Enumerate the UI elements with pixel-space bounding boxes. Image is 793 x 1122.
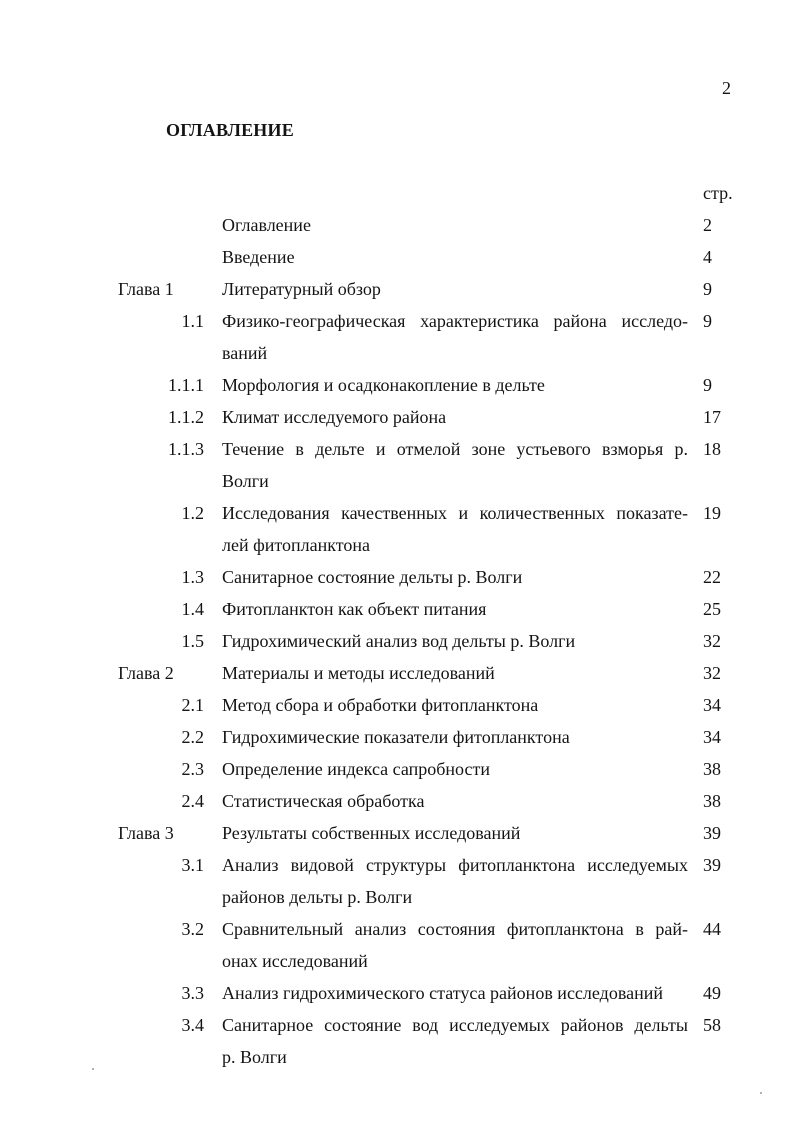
- toc-entry-title: [222, 913, 688, 977]
- toc-entry-title: [222, 657, 688, 689]
- toc-entry-title: [222, 497, 688, 561]
- toc-entry-number: 3.1: [181, 855, 204, 875]
- toc-entry-title: [222, 273, 688, 305]
- toc-entry-title: [222, 1009, 688, 1073]
- toc-entry-page: 38: [703, 759, 721, 779]
- toc-entry-page: 9: [703, 375, 712, 395]
- toc-entry-page: 17: [703, 407, 721, 427]
- toc-entry-title-line: Морфология и осадконакопление в дельте: [222, 375, 545, 395]
- toc-entry-title: [222, 689, 688, 721]
- toc-entry-title: [222, 593, 688, 625]
- toc-entry-page: 44: [703, 919, 721, 939]
- toc-entry-title-line: лей фитопланктона: [222, 535, 371, 555]
- toc-entry-number: 1.1.1: [168, 375, 204, 395]
- toc-entry-number: 1.2: [181, 503, 204, 523]
- toc-entry-title-line: Оглавление: [222, 215, 311, 235]
- toc-entry-page: 34: [703, 695, 721, 715]
- toc-entry-page: 2: [703, 215, 712, 235]
- toc-entry-page: 19: [703, 503, 721, 523]
- toc-entry-page: 9: [703, 279, 712, 299]
- toc-entry-number: Глава 3: [118, 823, 174, 843]
- toc-entry-page: 49: [703, 983, 721, 1003]
- toc-entry-number: 2.3: [181, 759, 204, 779]
- toc-entry-title-line: Анализ видовой структуры фитопланктона исследуемых: [222, 855, 688, 875]
- toc-entry-page: 25: [703, 599, 721, 619]
- toc-entry-title-line: Определение индекса сапробности: [222, 759, 490, 779]
- toc-entry-title: [222, 625, 688, 657]
- page-number: 2: [722, 78, 731, 98]
- toc-entry-title-line: р. Волги: [222, 1047, 287, 1067]
- toc-entry-number: 3.3: [181, 983, 204, 1003]
- toc-entry-title-line: Материалы и методы исследований: [222, 663, 495, 683]
- toc-entry-title: [222, 209, 688, 241]
- page-column-header: стр.: [703, 183, 733, 203]
- toc-entry-number: 1.3: [181, 567, 204, 587]
- toc-entry-title: [222, 305, 688, 369]
- toc-entry-title-line: Литературный обзор: [222, 279, 381, 299]
- toc-entry-number: 2.2: [181, 727, 204, 747]
- toc-entry-number: Глава 2: [118, 663, 174, 683]
- toc-entry-title-line: районов дельты р. Волги: [222, 887, 413, 907]
- toc-entry-title-line: ваний: [222, 343, 268, 363]
- toc-entry-number: 3.4: [181, 1015, 204, 1035]
- toc-entry-title-line: Гидрохимические показатели фитопланктона: [222, 727, 570, 747]
- page-title: ОГЛАВЛЕНИЕ: [166, 120, 294, 140]
- toc-entry-title-line: Введение: [222, 247, 295, 267]
- toc-entry-number: 1.1.2: [168, 407, 204, 427]
- toc-entry-title: [222, 785, 688, 817]
- toc-entry-title-line: Течение в дельте и отмелой зоне устьевого взморья р.: [222, 439, 688, 459]
- toc-entry-page: 32: [703, 663, 721, 683]
- toc-entry-title-line: Климат исследуемого района: [222, 407, 447, 427]
- toc-entry-title-line: Гидрохимический анализ вод дельты р. Волги: [222, 631, 576, 651]
- toc-entry-title-line: Фитопланктон как объект питания: [222, 599, 487, 619]
- toc-entry-page: 4: [703, 247, 712, 267]
- toc-entry-title-line: Анализ гидрохимического статуса районов исследований: [222, 983, 663, 1003]
- toc-entry-page: 18: [703, 439, 721, 459]
- toc-entry-number: 1.4: [181, 599, 204, 619]
- toc-entry-title-line: Метод сбора и обработки фитопланктона: [222, 695, 539, 715]
- scan-speck: [760, 1092, 762, 1094]
- toc-entry-title: [222, 369, 688, 401]
- toc-entry-number: 1.5: [181, 631, 204, 651]
- toc-entry-number: 3.2: [181, 919, 204, 939]
- toc-entry-number: 2.1: [181, 695, 204, 715]
- toc-entry-title-line: Волги: [222, 471, 269, 491]
- toc-entry-title: [222, 433, 688, 497]
- toc-entry-page: 9: [703, 311, 712, 331]
- toc-entry-page: 39: [703, 855, 721, 875]
- toc-entry-page: 22: [703, 567, 721, 587]
- toc-entry-title: [222, 241, 688, 273]
- toc-entry-title-line: Санитарное состояние вод исследуемых районов дельты: [222, 1015, 688, 1035]
- toc-entry-title: [222, 721, 688, 753]
- toc-entry-title-line: онах исследований: [222, 951, 368, 971]
- toc-entry-title-line: Результаты собственных исследований: [222, 823, 521, 843]
- toc-entry-page: 34: [703, 727, 721, 747]
- toc-entry-number: 1.1: [181, 311, 204, 331]
- toc-entry-number: Глава 1: [118, 279, 174, 299]
- toc-entry-page: 58: [703, 1015, 721, 1035]
- toc-entry-title: [222, 753, 688, 785]
- toc-entry-number: 1.1.3: [168, 439, 204, 459]
- toc-entry-page: 32: [703, 631, 721, 651]
- toc-entry-number: 2.4: [181, 791, 204, 811]
- toc-entry-title-line: Физико-географическая характеристика района исследо-: [222, 311, 688, 331]
- toc-entry-title-line: Исследования качественных и количественных показате-: [222, 503, 688, 523]
- toc-entry-title-line: Статистическая обработка: [222, 791, 425, 811]
- toc-entry-title: [222, 401, 688, 433]
- toc-entry-title: [222, 817, 688, 849]
- toc-entry-title: [222, 849, 688, 913]
- toc-entry-title: [222, 561, 688, 593]
- toc-entry-page: 39: [703, 823, 721, 843]
- toc-entry-title: [222, 977, 688, 1009]
- toc-entry-title-line: Санитарное состояние дельты р. Волги: [222, 567, 523, 587]
- scan-speck: [92, 1068, 94, 1070]
- toc-entry-page: 38: [703, 791, 721, 811]
- toc-entry-title-line: Сравнительный анализ состояния фитопланктона в рай-: [222, 919, 688, 939]
